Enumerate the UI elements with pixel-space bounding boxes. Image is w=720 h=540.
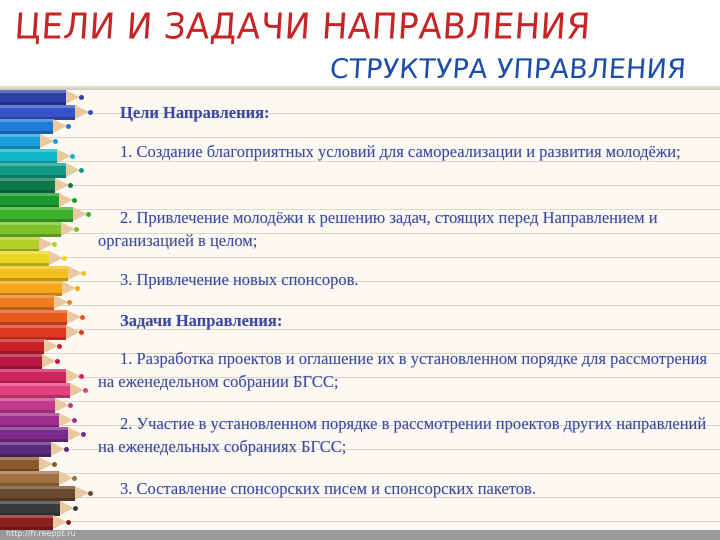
task-item-1: 1. Разработка проектов и оглашение их в установленном порядке для рассмотрения на еженедельном собрании БГСС;: [98, 349, 708, 391]
goal-item-3: 3. Привлечение новых спонсоров.: [120, 270, 359, 289]
slide-subtitle: СТРУКТУРА УПРАВЛЕНИЯ: [328, 54, 688, 85]
goal-item-1: 1. Создание благоприятных условий для самореализации и развития молодёжи;: [120, 142, 681, 161]
tasks-heading: Задачи Направления:: [120, 311, 283, 330]
task-item-3: 3. Составление спонсорских писем и спонсорских пакетов.: [120, 479, 536, 498]
footer-bar: [0, 530, 720, 540]
goals-heading: Цели Направления:: [120, 103, 270, 122]
footer-source-link[interactable]: http://fr.reeppt.ru: [6, 529, 76, 538]
goal-item-2: 2. Привлечение молодёжи к решению задач, стоящих перед Направлением и организацией в целом;: [98, 208, 658, 250]
slide-title: ЦЕЛИ И ЗАДАЧИ НАПРАВЛЕНИЯ: [13, 6, 593, 48]
task-item-2: 2. Участие в установленном порядке в рассмотрении проектов других направлений на еженедельных собраниях БГСС;: [98, 414, 707, 456]
